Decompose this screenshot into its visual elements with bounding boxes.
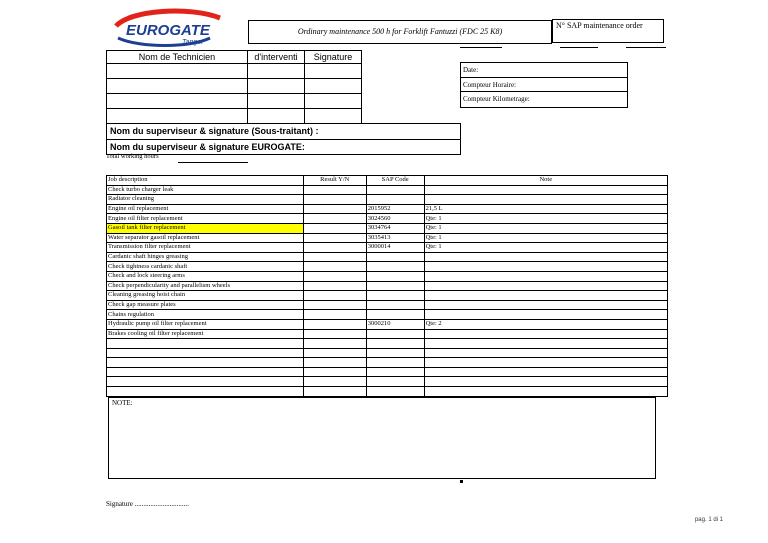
sap-code-cell [366, 367, 424, 377]
sap-code-cell: 3035413 [366, 233, 424, 243]
result-cell[interactable] [303, 367, 366, 377]
job-table [106, 175, 668, 397]
result-cell[interactable] [303, 358, 366, 368]
table-row [107, 348, 668, 358]
eurogate-logo [110, 8, 245, 48]
tech-name-cell[interactable] [107, 94, 248, 109]
job-description-cell [107, 348, 304, 358]
job-description-cell: Cleaning greasing hoist chain [107, 291, 304, 301]
table-row [107, 319, 668, 329]
table-row [107, 204, 668, 214]
job-description-cell: Check gap measure plates [107, 300, 304, 310]
job-description-cell: Hydraulic pump oil filter replacement [107, 319, 304, 329]
sap-code-cell [366, 271, 424, 281]
vehicle-info-box [460, 62, 628, 108]
tech-name-cell[interactable] [107, 109, 248, 124]
eurogate-supervisor[interactable]: Nom du superviseur & signature EUROGATE: [110, 142, 305, 152]
total-working-hours-label: Total working hours [106, 153, 159, 160]
page-number: pag. 1 di 1 [694, 517, 723, 523]
sap-code-cell [366, 358, 424, 368]
job-description-cell: Check perpendicularity and parallelism wheels [107, 281, 304, 291]
job-description-cell [107, 339, 304, 349]
technicians-table [106, 50, 362, 124]
result-cell[interactable] [303, 195, 366, 205]
note-cell: Qte: 1 [424, 233, 667, 243]
note-cell: Qte: 1 [424, 214, 667, 224]
result-cell[interactable] [303, 348, 366, 358]
sap-code-cell [366, 339, 424, 349]
result-cell[interactable] [303, 204, 366, 214]
table-row [107, 310, 668, 320]
table-row [107, 233, 668, 243]
job-description-cell: Engine oil replacement [107, 204, 304, 214]
divider-dot [460, 480, 463, 483]
job-description-cell: Gasoil tank filter replacement [107, 223, 304, 233]
sap-code-cell [366, 252, 424, 262]
job-description-cell: Cardanic shaft hinges greasing [107, 252, 304, 262]
result-cell[interactable] [303, 310, 366, 320]
sap-code-cell: 3024560 [366, 214, 424, 224]
note-cell [424, 377, 667, 387]
job-description-cell: Check tightness cardanic shaft [107, 262, 304, 272]
job-description-cell: Engine oil filter replacement [107, 214, 304, 224]
job-description-cell: Radiator cleaning [107, 195, 304, 205]
col-technician-name: Nom de Technicien [107, 51, 248, 64]
note-cell: 21,5 L [424, 204, 667, 214]
note-cell: Qte: 1 [424, 243, 667, 253]
result-cell[interactable] [303, 243, 366, 253]
sap-code-cell [366, 185, 424, 195]
note-cell: Qte: 2 [424, 319, 667, 329]
col-job-description: Job description [107, 176, 304, 186]
table-row [107, 300, 668, 310]
col-signature: Signature [305, 51, 362, 64]
job-description-cell: Check and lock steering arms [107, 271, 304, 281]
table-row [107, 377, 668, 387]
note-cell [424, 367, 667, 377]
table-row [107, 243, 668, 253]
table-row [107, 262, 668, 272]
sap-code-cell [366, 348, 424, 358]
col-sap-code: SAP Code [366, 176, 424, 186]
result-cell[interactable] [303, 185, 366, 195]
job-description-cell [107, 377, 304, 387]
sap-code-cell [366, 281, 424, 291]
sap-code-cell [366, 262, 424, 272]
result-cell[interactable] [303, 291, 366, 301]
job-description-cell [107, 387, 304, 397]
result-cell[interactable] [303, 281, 366, 291]
table-row [107, 339, 668, 349]
table-row [107, 329, 668, 339]
sap-code-cell [366, 387, 424, 397]
svg-text:Tanger: Tanger [182, 39, 204, 46]
signature-line[interactable]: Signature ............................... [106, 500, 189, 508]
note-cell [424, 348, 667, 358]
table-row [107, 214, 668, 224]
sap-code-cell [366, 291, 424, 301]
km-counter-field[interactable]: Compteur Kilometrage: [463, 95, 530, 103]
sap-code-cell: 3000014 [366, 243, 424, 253]
table-row [107, 223, 668, 233]
tech-name-cell[interactable] [107, 64, 248, 79]
result-cell[interactable] [303, 387, 366, 397]
job-description-cell: Water separator gasoil replacement [107, 233, 304, 243]
result-cell[interactable] [303, 319, 366, 329]
job-description-cell [107, 367, 304, 377]
table-row [107, 291, 668, 301]
note-cell [424, 271, 667, 281]
sap-code-cell [366, 377, 424, 387]
result-cell[interactable] [303, 214, 366, 224]
result-cell[interactable] [303, 233, 366, 243]
note-cell [424, 281, 667, 291]
note-cell [424, 195, 667, 205]
table-row [107, 271, 668, 281]
result-cell[interactable] [303, 339, 366, 349]
table-row [107, 387, 668, 397]
result-cell[interactable] [303, 300, 366, 310]
job-description-cell: Brakes cooling oil filter replacement [107, 329, 304, 339]
result-cell[interactable] [303, 262, 366, 272]
note-cell [424, 185, 667, 195]
subcontractor-supervisor[interactable]: Nom du superviseur & signature (Sous-traitant) : [107, 124, 460, 140]
table-row [107, 252, 668, 262]
table-row [107, 281, 668, 291]
job-description-cell: Check turbo charger leak [107, 185, 304, 195]
sap-code-cell: 2015952 [366, 204, 424, 214]
svg-text:EUROGATE: EUROGATE [126, 22, 210, 39]
note-cell [424, 310, 667, 320]
result-cell[interactable] [303, 271, 366, 281]
result-cell[interactable] [303, 329, 366, 339]
sap-code-cell [366, 329, 424, 339]
note-box[interactable] [108, 397, 656, 479]
table-row [107, 367, 668, 377]
hours-counter-field[interactable]: Compteur Horaire: [461, 78, 627, 93]
note-label: NOTE: [112, 399, 133, 407]
job-description-cell [107, 358, 304, 368]
note-cell [424, 339, 667, 349]
tech-name-cell[interactable] [107, 79, 248, 94]
note-cell [424, 252, 667, 262]
note-cell [424, 358, 667, 368]
table-row [107, 195, 668, 205]
supervisor-box [106, 123, 461, 155]
note-cell: Qte: 1 [424, 223, 667, 233]
note-cell [424, 262, 667, 272]
note-cell [424, 387, 667, 397]
result-cell[interactable] [303, 377, 366, 387]
job-description-cell: Transmission filter replacement [107, 243, 304, 253]
sap-code-cell: 3000210 [366, 319, 424, 329]
sap-code-cell: 3034764 [366, 223, 424, 233]
note-cell [424, 300, 667, 310]
sap-code-cell [366, 310, 424, 320]
sap-code-cell [366, 300, 424, 310]
form-title: Ordinary maintenance 500 h for Forklift Fantuzzi (FDC 25 K8) [248, 20, 552, 44]
table-row [107, 358, 668, 368]
date-field[interactable]: Date: [461, 63, 627, 78]
col-result: Result Y/N [303, 176, 366, 186]
table-row [107, 185, 668, 195]
result-cell[interactable] [303, 223, 366, 233]
job-description-cell: Chains regulation [107, 310, 304, 320]
sap-order-field[interactable]: N° SAP maintenance order [552, 19, 664, 43]
result-cell[interactable] [303, 252, 366, 262]
note-cell [424, 291, 667, 301]
col-intervention: d'interventi [248, 51, 305, 64]
total-working-hours-field[interactable] [178, 162, 248, 163]
sap-code-cell [366, 195, 424, 205]
col-note: Note [424, 176, 667, 186]
note-cell [424, 329, 667, 339]
